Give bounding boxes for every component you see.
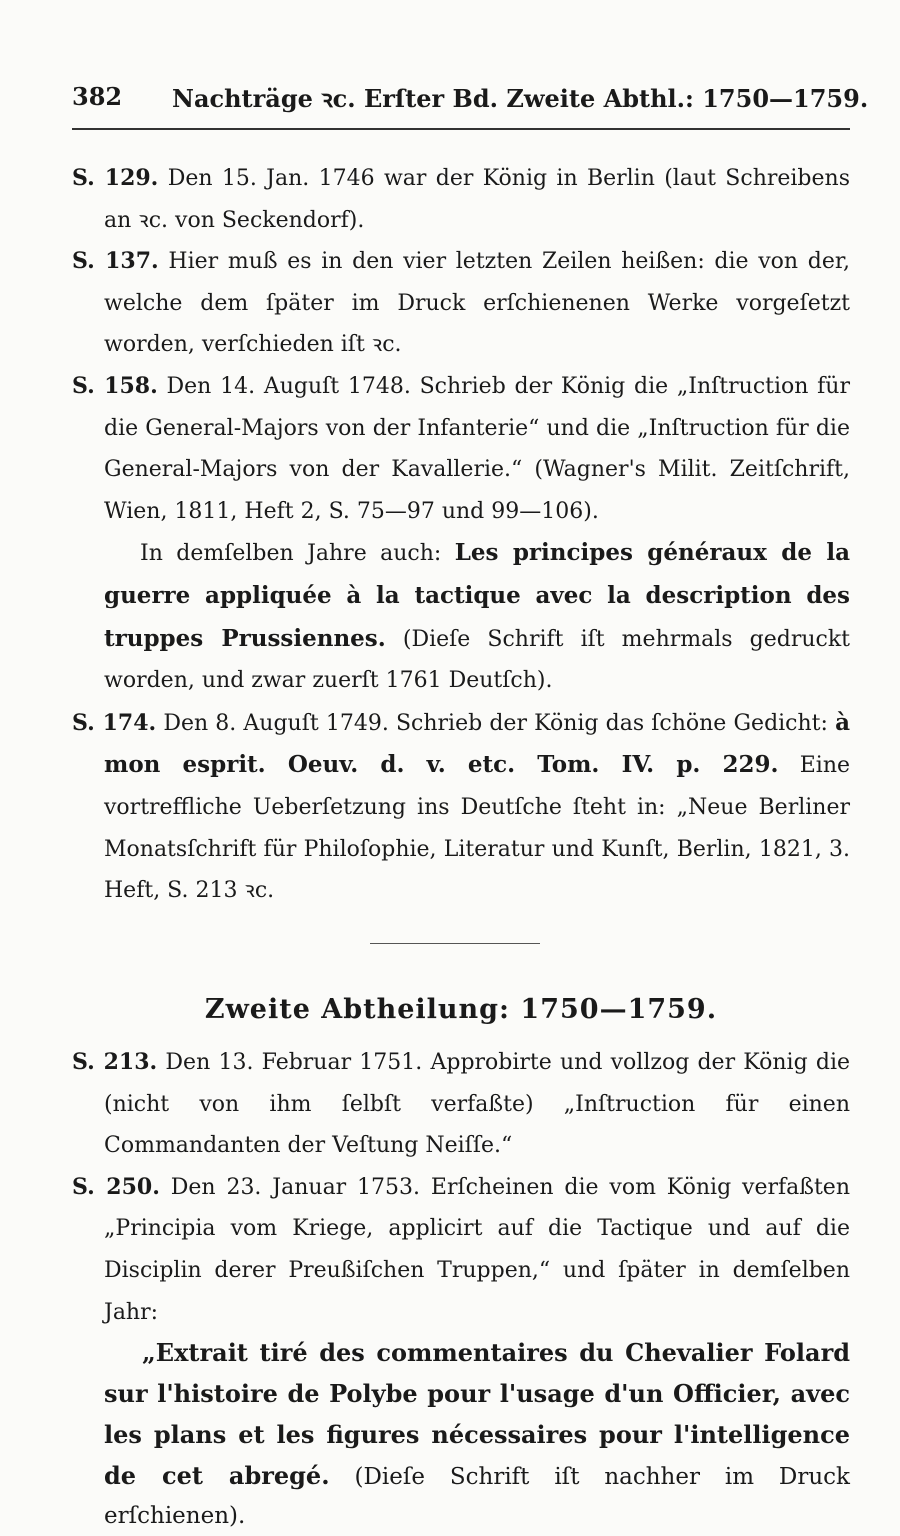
entry-text: Den 13. Februar 1751. Approbirte und vollzog der König die (nicht von ihm ſelbſt verfaßte) „Inſtruction für einen Commandanten der Veſtung Neiſſe.“ — [104, 1050, 850, 1159]
entry-text: Hier muß es in den vier letzten Zeilen heißen: die von der, welche dem ſpäter im Druck erſchienenen Werke vorgeſetzt worden, verſchieden iſt ꝛc. — [104, 249, 850, 358]
paragraph-principes — [72, 532, 850, 701]
entry-text: Den 8. Auguſt 1749. Schrieb der König das ſchöne Gedicht: — [163, 710, 828, 736]
french-title: Les principes généraux de la guerre appliquée à la tactique avec la description des truppes Prussiennes. — [104, 539, 850, 652]
entry-ref: S. 250. — [72, 1173, 160, 1200]
section-divider — [370, 943, 540, 944]
entry-ref: S. 158. — [72, 372, 158, 399]
entry-ref: S. 137. — [72, 248, 159, 275]
entry-ref: S. 174. — [72, 709, 157, 736]
french-citation: à mon esprit. Oeuv. d. v. etc. Tom. IV. p. 229. — [104, 708, 850, 779]
section-1-body — [72, 158, 850, 912]
page-number: 382 — [72, 82, 123, 111]
entry-s250 — [72, 1167, 850, 1333]
running-header — [72, 82, 869, 116]
entry-s137 — [72, 241, 850, 366]
entry-text: Den 23. Januar 1753. Erſcheinen die vom König verfaßten „Principia vom Kriege, applicirt auf die Tactique und auf die Disciplin derer Preußiſchen Truppen,“ und ſpäter in demſelben Jahr: — [104, 1174, 850, 1325]
entry-ref: S. 213. — [72, 1049, 158, 1075]
para-prefix: In demſelben Jahre auch: — [140, 541, 442, 567]
paragraph-extrait — [72, 1333, 850, 1536]
entry-text: Den 14. Auguſt 1748. Schrieb der König die „Inſtruction für die General-Majors von der Infanterie“ und die „Inſtruction für die General-Majors von der Kavallerie.“ (Wagner's Milit. Zeitſchrift, Wien, 1811, Heft 2, S. 75—97 und 99—106). — [104, 373, 850, 524]
entry-s174 — [72, 702, 850, 912]
french-title: „Extrait tiré des commentaires du Chevalier Folard sur l'histoire de Polybe pour l'usage d'un Officier, avec les plans et les figures nécessaires pour l'intelligence de cet abregé. — [104, 1338, 850, 1491]
header-rule — [72, 128, 850, 130]
entry-s129 — [72, 158, 850, 241]
para-suffix: (Dieſe Schrift iſt mehrmals gedruckt worden, und zwar zuerſt 1761 Deutſch). — [104, 626, 851, 694]
entry-suffix: Eine vortreffliche Ueberſetzung ins Deutſche ſteht in: „Neue Berliner Monatsſchrift für Philoſophie, Literatur und Kunſt, Berlin, 1821, 3. Heft, S. 213 ꝛc. — [104, 753, 851, 904]
entry-s213 — [72, 1042, 850, 1167]
entry-ref: S. 129. — [72, 165, 159, 191]
running-title: Nachträge ꝛc. Erſter Bd. Zweite Abthl.: 1750—1759. — [172, 84, 869, 113]
entry-text: Den 15. Jan. 1746 war der König in Berlin (laut Schreibens an ꝛc. von Seckendorf). — [104, 166, 850, 233]
entry-s158 — [72, 366, 850, 532]
section-2-body — [72, 1042, 850, 1536]
para-suffix: (Dieſe Schrift iſt nachher im Druck erſchienen). — [104, 1464, 850, 1530]
section-heading: Zweite Abtheilung: 1750—1759. — [204, 994, 718, 1025]
